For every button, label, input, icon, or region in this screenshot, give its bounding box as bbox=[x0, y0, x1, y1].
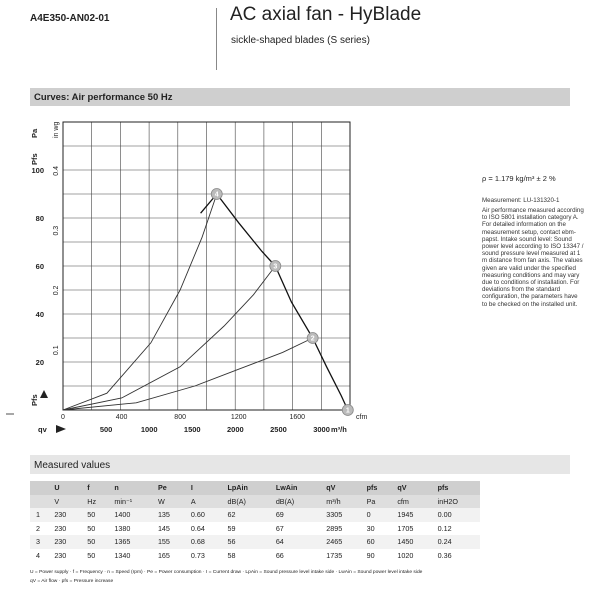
operating-point-label: 3 bbox=[273, 263, 278, 271]
table-cell: 64 bbox=[270, 535, 320, 549]
table-cell: I bbox=[185, 481, 222, 495]
x-axis-unit-m3h: m³/h bbox=[331, 425, 347, 434]
table-cell: 135 bbox=[152, 508, 185, 522]
x-tick-m3h: 2000 bbox=[227, 425, 244, 434]
y-tick-pa: 60 bbox=[35, 262, 44, 271]
operating-points bbox=[211, 189, 353, 416]
operating-point-label: 1 bbox=[345, 407, 350, 415]
curves-section-title: Curves: Air performance 50 Hz bbox=[34, 92, 173, 103]
table-cell: 3 bbox=[30, 535, 48, 549]
table-cell: 30 bbox=[366, 523, 375, 533]
table-cell: 0 bbox=[361, 508, 392, 522]
table-cell: A bbox=[185, 495, 222, 509]
table-cell: 230 bbox=[54, 550, 67, 560]
x-tick-m3h: 1500 bbox=[183, 425, 201, 434]
measurement-id: Measurement: LU-131320-1 bbox=[482, 197, 560, 204]
table-cell: 0.73 bbox=[190, 550, 205, 560]
table-cell: 58 bbox=[227, 550, 236, 560]
y-tick-inwg: 0.4 bbox=[53, 166, 60, 176]
table-row bbox=[30, 522, 480, 536]
y-axis-unit-inwg: in wg bbox=[53, 121, 60, 138]
chart-grid bbox=[63, 122, 350, 410]
table-cell: 66 bbox=[275, 550, 284, 560]
table-cell: 0.12 bbox=[437, 523, 452, 533]
table-legend: qV = Air flow · pfs = Pressure increase bbox=[30, 579, 114, 584]
table-cell: 145 bbox=[157, 523, 170, 533]
table-cell: dB(A) bbox=[222, 495, 270, 509]
x-axis-symbol: qv bbox=[38, 425, 47, 434]
fan-curve bbox=[201, 191, 348, 410]
air-density-note: ρ = 1.179 kg/m³ ± 2 % bbox=[482, 174, 556, 183]
table-legend: U = Power supply · f = Frequency · n = Speed (rpm) · Pe = Power consumption · I = Current draw · LpAin = Sound pressure level intake side · LwAin = Sound power level intake side bbox=[30, 570, 423, 575]
title-divider bbox=[216, 8, 217, 70]
y-axis-symbol-bottom: Pfs bbox=[30, 394, 39, 406]
table-units-row bbox=[30, 495, 480, 509]
measured-values-header bbox=[30, 455, 570, 474]
y-tick-inwg: 0.2 bbox=[53, 285, 60, 296]
chart-labels bbox=[6, 122, 367, 434]
table-cell: V bbox=[48, 495, 81, 509]
system-curve bbox=[63, 191, 219, 410]
table-cell: 1365 bbox=[108, 535, 152, 549]
table-cell: 50 bbox=[87, 550, 96, 560]
table-cell: 1020 bbox=[397, 550, 414, 560]
chart-curves bbox=[63, 191, 348, 410]
x-tick-m3h: 2500 bbox=[270, 425, 287, 434]
y-axis-unit-pa: Pa bbox=[30, 128, 39, 138]
table-cell: min⁻¹ bbox=[108, 495, 152, 509]
table-cell: 1340 bbox=[114, 550, 131, 560]
table-cell: 155 bbox=[152, 535, 185, 549]
table-cell: 1 bbox=[30, 508, 48, 522]
table-cell: 50 bbox=[87, 523, 96, 533]
x-tick-m3h: 1000 bbox=[140, 425, 158, 434]
table-cell: 230 bbox=[48, 508, 81, 522]
x-tick-cfm: 1200 bbox=[230, 414, 247, 421]
table-cell bbox=[30, 495, 48, 509]
x-tick-m3h: 500 bbox=[99, 425, 113, 434]
table-cell: 0.00 bbox=[432, 508, 480, 522]
y-tick-inwg: 0.1 bbox=[53, 345, 60, 356]
table-cell: qV bbox=[391, 481, 431, 495]
table-cell: W bbox=[152, 495, 185, 509]
table-header-row bbox=[30, 481, 480, 495]
table-cell: 60 bbox=[361, 535, 392, 549]
table-row bbox=[30, 508, 480, 522]
table-cell: LwAin bbox=[270, 481, 320, 495]
y-tick-inwg: 0.3 bbox=[53, 225, 60, 236]
table-row bbox=[30, 535, 480, 549]
y-axis-symbol: Pfs bbox=[30, 153, 39, 165]
table-cell: U bbox=[48, 481, 81, 495]
y-tick-pa: 40 bbox=[35, 310, 44, 319]
table-cell: 0.68 bbox=[185, 535, 222, 549]
x-tick-cfm: 1600 bbox=[289, 414, 306, 421]
y-tick-pa: 100 bbox=[31, 166, 44, 175]
table-cell: f bbox=[81, 481, 108, 495]
table-cell: 1400 bbox=[108, 508, 152, 522]
table-cell: 50 bbox=[81, 508, 108, 522]
table-cell: 69 bbox=[270, 508, 320, 522]
air-performance-chart bbox=[0, 110, 480, 440]
table-cell: Pe bbox=[152, 481, 185, 495]
table-cell: 62 bbox=[222, 508, 270, 522]
table-cell: 56 bbox=[222, 535, 270, 549]
table-cell: 230 bbox=[48, 535, 81, 549]
table-cell: Pa bbox=[361, 495, 392, 509]
measured-values-title: Measured values bbox=[34, 460, 111, 471]
table-cell: 50 bbox=[81, 535, 108, 549]
table-cell: qV bbox=[320, 481, 360, 495]
operating-point-label: 4 bbox=[214, 191, 219, 199]
x-axis-arrow bbox=[56, 425, 66, 433]
x-tick-cfm: 0 bbox=[61, 414, 65, 421]
table-cell: cfm bbox=[391, 495, 431, 509]
measurement-notes: Air performance measured according to ISO 5801 installation category A. For detailed information on the measurement setup, contact ebm-papst. Intake sound level: Sound power level according to ISO 13347 / sound pressure level measured at 1 m distance from fan axis. The values given are valid under the specified measuring conditions and may vary due to conditions of installation. For deviations from the standard configuration, the parameters have to be checked on the installed unit. bbox=[482, 207, 584, 308]
table-cell: 1945 bbox=[391, 508, 431, 522]
table-cell: 1380 bbox=[114, 523, 131, 533]
table-cell: m³/h bbox=[320, 495, 360, 509]
table-cell: 1735 bbox=[326, 550, 343, 560]
table-cell: dB(A) bbox=[270, 495, 320, 509]
y-tick-pa: 80 bbox=[35, 214, 44, 223]
product-code: A4E350-AN02-01 bbox=[30, 13, 110, 24]
table-cell: 2465 bbox=[320, 535, 360, 549]
table-cell: 230 bbox=[54, 523, 67, 533]
operating-point-label: 2 bbox=[310, 335, 315, 343]
table-cell: LpAin bbox=[222, 481, 270, 495]
table-cell: 67 bbox=[275, 523, 284, 533]
table-cell: 1450 bbox=[391, 535, 431, 549]
table-cell: 0.64 bbox=[190, 523, 205, 533]
table-cell: pfs bbox=[432, 481, 480, 495]
x-tick-m3h: 3000 bbox=[313, 425, 330, 434]
table-cell: n bbox=[108, 481, 152, 495]
product-title: AC axial fan - HyBlade bbox=[230, 4, 422, 25]
table-cell: Hz bbox=[81, 495, 108, 509]
table-cell: 4 bbox=[36, 550, 40, 560]
table-cell: 0.36 bbox=[437, 550, 452, 560]
table-row bbox=[30, 549, 480, 563]
measured-values-table bbox=[30, 481, 480, 562]
table-cell: 59 bbox=[227, 523, 236, 533]
x-axis-unit-cfm: cfm bbox=[356, 414, 368, 421]
table-cell: 2 bbox=[36, 523, 40, 533]
x-tick-cfm: 800 bbox=[174, 414, 186, 421]
table-cell: 90 bbox=[366, 550, 375, 560]
product-subtitle: sickle-shaped blades (S series) bbox=[231, 35, 370, 46]
table-cell: 2895 bbox=[326, 523, 343, 533]
table-cell: 3305 bbox=[320, 508, 360, 522]
y-axis-arrow bbox=[40, 390, 48, 398]
table-cell: 0.24 bbox=[432, 535, 480, 549]
table-cell: 165 bbox=[157, 550, 170, 560]
system-curve bbox=[63, 335, 315, 410]
table-cell bbox=[30, 481, 48, 495]
x-tick-cfm: 400 bbox=[115, 414, 128, 421]
table-cell: inH2O bbox=[432, 495, 480, 509]
table-cell: 0.60 bbox=[185, 508, 222, 522]
table-cell: 1705 bbox=[397, 523, 414, 533]
y-tick-pa: 20 bbox=[35, 358, 44, 367]
table-cell: pfs bbox=[361, 481, 392, 495]
